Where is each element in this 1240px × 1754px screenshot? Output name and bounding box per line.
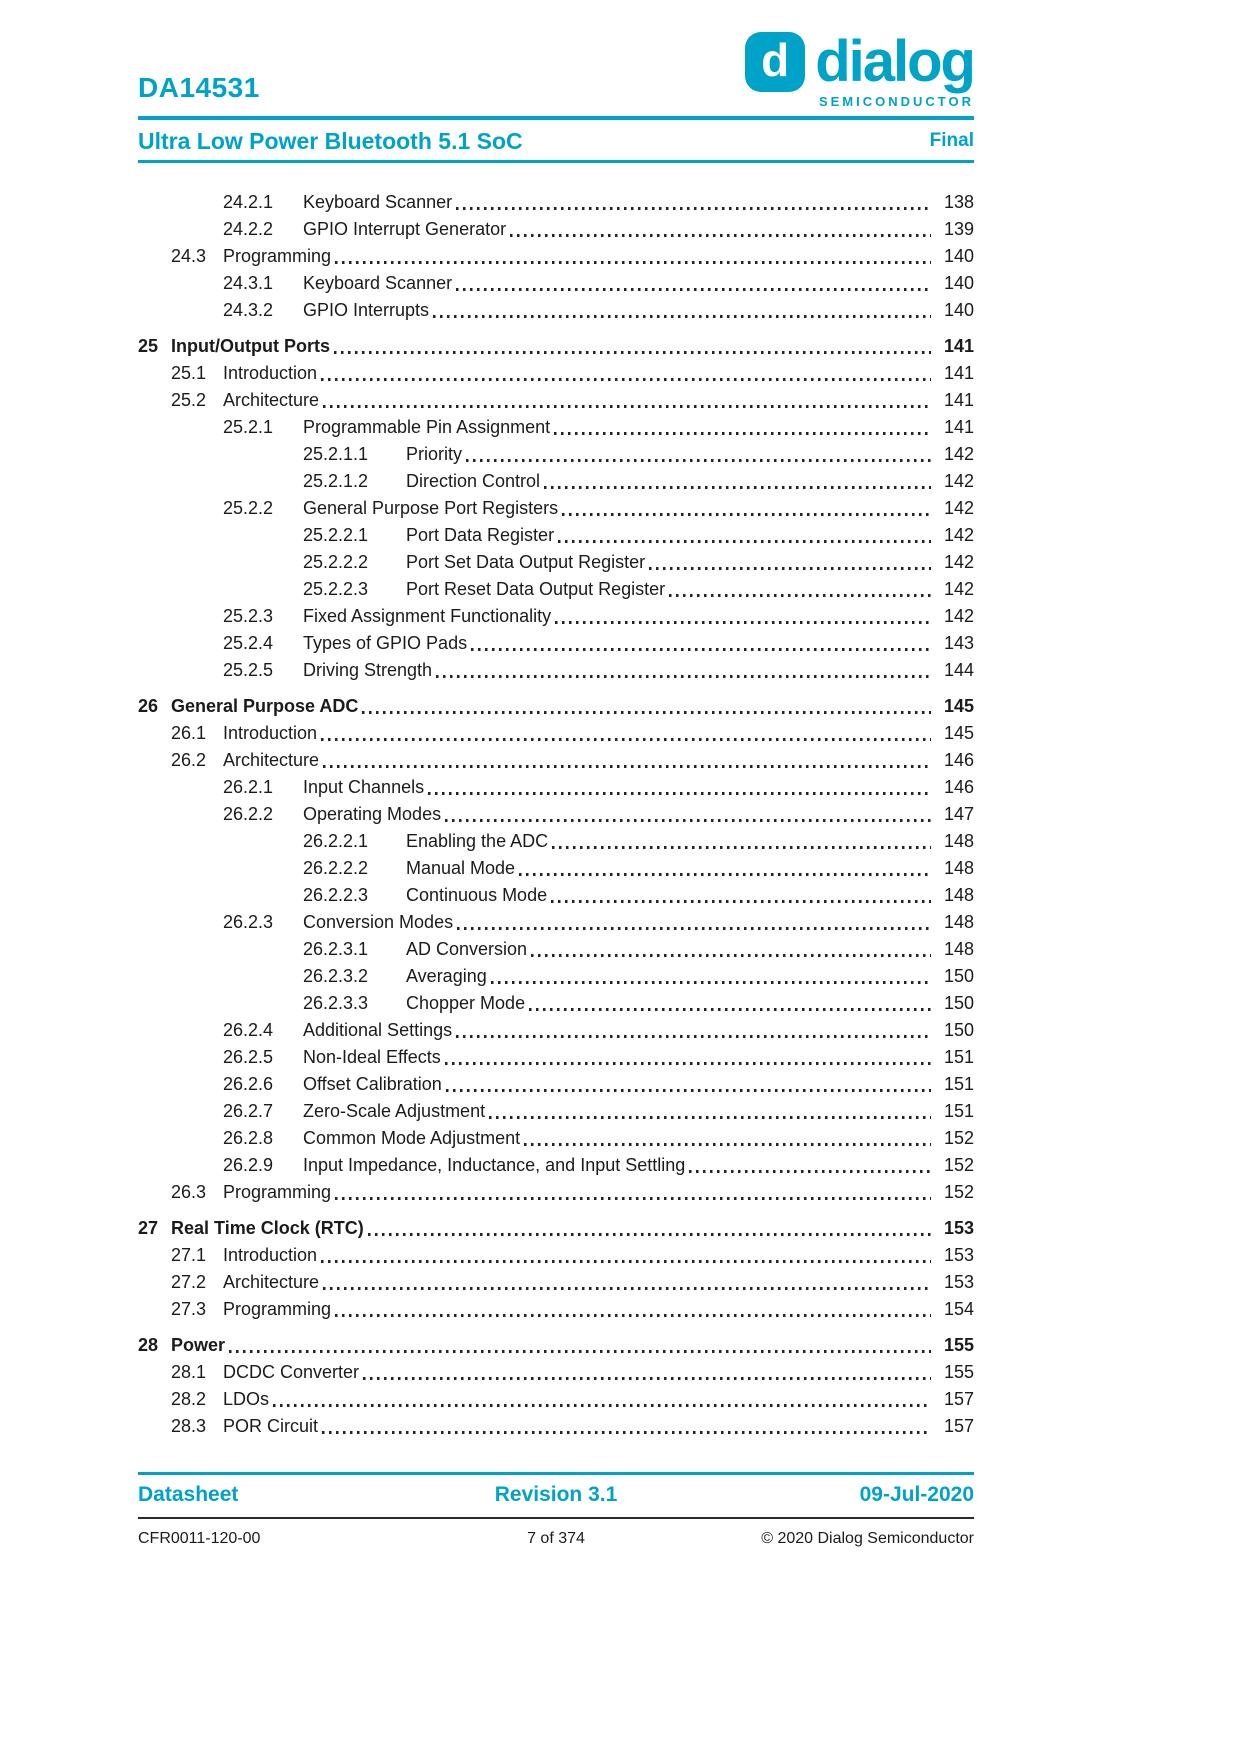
toc-leader-dots — [689, 1170, 931, 1173]
toc-leader-dots — [519, 873, 931, 876]
toc-entry-title: Real Time Clock (RTC) — [171, 1218, 364, 1238]
toc-entry-page: 151 — [943, 1047, 974, 1067]
toc-leader-dots — [562, 513, 931, 516]
toc-entry-page: 157 — [943, 1389, 974, 1409]
toc-leader-dots — [445, 1062, 931, 1065]
toc-entry-title: Additional Settings — [303, 1020, 453, 1040]
toc-entry-number: 26.2.2.3 — [303, 885, 369, 905]
toc-entry-number: 26.2.3.1 — [303, 939, 369, 959]
toc-entry-page: 151 — [943, 1074, 974, 1094]
toc-entry-page: 157 — [943, 1416, 974, 1436]
toc-entry-title: Zero-Scale Adjustment — [303, 1101, 486, 1121]
toc-entry-number: 25.2.2.2 — [303, 552, 369, 572]
toc-entry-number: 25.2.5 — [223, 660, 274, 680]
toc-entry-title: Port Data Register — [406, 525, 555, 545]
toc-leader-dots — [445, 819, 931, 822]
toc-entry-page: 146 — [943, 750, 974, 770]
toc-entry[interactable] — [138, 1358, 974, 1385]
toc-entry-title: Introduction — [223, 363, 318, 383]
toc-entry-number: 25.2.1 — [223, 417, 274, 437]
toc-entry-number: 28.2 — [171, 1389, 207, 1409]
toc-entry[interactable] — [138, 692, 974, 719]
toc-entry[interactable] — [138, 1241, 974, 1268]
footer-copyright: © 2020 Dialog Semiconductor — [761, 1530, 974, 1547]
toc-entry-title: General Purpose Port Registers — [303, 498, 559, 518]
toc-entry[interactable] — [138, 719, 974, 746]
footer-revision: Revision 3.1 — [494, 1483, 618, 1506]
document-status: Final — [929, 130, 974, 151]
toc-entry-number: 26.2.6 — [223, 1074, 274, 1094]
toc-entry-number: 25.2.1.2 — [303, 471, 369, 491]
page-header — [138, 0, 974, 190]
toc-leader-dots — [531, 954, 931, 957]
toc-entry-title: Programming — [223, 246, 332, 266]
toc-entry[interactable] — [138, 989, 974, 1016]
toc-entry[interactable] — [138, 440, 974, 467]
toc-leader-dots — [649, 567, 931, 570]
toc-entry-title: Architecture — [223, 750, 320, 770]
toc-leader-dots — [323, 765, 931, 768]
toc-leader-dots — [321, 378, 931, 381]
toc-entry[interactable] — [138, 773, 974, 800]
toc-leader-dots — [428, 792, 931, 795]
toc-leader-dots — [456, 1035, 931, 1038]
toc-entry-title: Port Set Data Output Register — [406, 552, 646, 572]
toc-entry-title: Programming — [223, 1299, 332, 1319]
toc-entry-page: 148 — [943, 912, 974, 932]
toc-entry-title: Introduction — [223, 723, 318, 743]
toc-entry[interactable] — [138, 827, 974, 854]
toc-entry-page: 155 — [943, 1335, 974, 1355]
toc-entry-title: Driving Strength — [303, 660, 433, 680]
toc-entry-number: 26.2.2.2 — [303, 858, 369, 878]
toc-entry-number: 24.3 — [171, 246, 207, 266]
toc-entry-page: 138 — [943, 192, 974, 212]
toc-entry-number: 26.2.3.2 — [303, 966, 369, 986]
header-divider-top — [138, 116, 974, 120]
toc-entry-page: 154 — [943, 1299, 974, 1319]
toc-leader-dots — [552, 846, 931, 849]
toc-entry-number: 26.2.4 — [223, 1020, 274, 1040]
toc-leader-dots — [456, 288, 931, 291]
toc-entry-page: 155 — [943, 1362, 974, 1382]
toc-entry-number: 26.2.1 — [223, 777, 274, 797]
toc-entry[interactable] — [138, 800, 974, 827]
toc-leader-dots — [363, 1377, 931, 1380]
toc-entry-page: 139 — [943, 219, 974, 239]
toc-leader-dots — [335, 261, 931, 264]
toc-entry[interactable] — [138, 215, 974, 242]
toc-entry[interactable] — [138, 602, 974, 629]
toc-leader-dots — [529, 1008, 931, 1011]
toc-entry-number: 25.2.1.1 — [303, 444, 369, 464]
toc-entry[interactable] — [138, 1043, 974, 1070]
toc-entry-page: 145 — [943, 723, 974, 743]
toc-entry-title: Priority — [406, 444, 463, 464]
toc-entry-number: 26.2.7 — [223, 1101, 274, 1121]
toc-leader-dots — [446, 1089, 931, 1092]
toc-entry[interactable] — [138, 1268, 974, 1295]
toc-entry[interactable] — [138, 1016, 974, 1043]
toc-entry-title: GPIO Interrupt Generator — [303, 219, 507, 239]
document-subtitle: Ultra Low Power Bluetooth 5.1 SoC — [138, 127, 523, 154]
dialog-d-letter: d — [761, 34, 790, 86]
toc-entry-page: 141 — [943, 417, 974, 437]
toc-entry-number: 26.2.9 — [223, 1155, 274, 1175]
page-footer — [138, 1472, 974, 1548]
toc-entry-title: AD Conversion — [406, 939, 528, 959]
toc-entry-number: 26.2.8 — [223, 1128, 274, 1148]
toc-entry[interactable] — [138, 1124, 974, 1151]
toc-entry-page: 142 — [943, 606, 974, 626]
toc-entry-number: 26.2.2.1 — [303, 831, 369, 851]
toc-leader-dots — [323, 405, 931, 408]
toc-entry[interactable] — [138, 1070, 974, 1097]
toc-entry-number: 27 — [138, 1218, 159, 1238]
toc-entry[interactable] — [138, 413, 974, 440]
toc-entry-number: 27.3 — [171, 1299, 207, 1319]
toc-entry-number: 24.3.2 — [223, 300, 274, 320]
logo-subtext: SEMICONDUCTOR — [818, 94, 974, 109]
toc-entry-number: 28 — [138, 1335, 159, 1355]
toc-entry-number: 25.2.4 — [223, 633, 274, 653]
toc-entry[interactable] — [138, 494, 974, 521]
toc-entry-title: POR Circuit — [223, 1416, 319, 1436]
toc-entry-number: 27.1 — [171, 1245, 207, 1265]
toc-entry-title: Keyboard Scanner — [303, 273, 453, 293]
toc-entry-page: 150 — [943, 1020, 974, 1040]
toc-entry-page: 151 — [943, 1101, 974, 1121]
toc-leader-dots — [433, 315, 931, 318]
toc-leader-dots — [489, 1116, 931, 1119]
toc-entry-number: 28.1 — [171, 1362, 207, 1382]
toc-entry-title: Introduction — [223, 1245, 318, 1265]
toc-entry[interactable] — [138, 242, 974, 269]
toc-entry-number: 28.3 — [171, 1416, 207, 1436]
toc-entry-number: 25.2.2.1 — [303, 525, 369, 545]
toc-entry-title: Chopper Mode — [406, 993, 526, 1013]
toc-leader-dots — [491, 981, 931, 984]
footer-date: 09-Jul-2020 — [859, 1483, 974, 1506]
toc-entry[interactable] — [138, 1214, 974, 1241]
footer-doc-number: CFR0011-120-00 — [138, 1530, 261, 1547]
toc-entry-title: Port Reset Data Output Register — [406, 579, 666, 599]
toc-entry[interactable] — [138, 467, 974, 494]
toc-entry-page: 142 — [943, 471, 974, 491]
toc-entry-title: Enabling the ADC — [406, 831, 549, 851]
toc-leader-dots — [335, 1197, 931, 1200]
toc-entry-title: Averaging — [406, 966, 487, 986]
toc-leader-dots — [321, 1260, 931, 1263]
toc-entry-page: 140 — [943, 246, 974, 266]
toc-entry-number: 26.2.3 — [223, 912, 274, 932]
toc-leader-dots — [456, 207, 931, 210]
toc-entry-page: 152 — [943, 1155, 974, 1175]
toc-entry-title: LDOs — [223, 1389, 270, 1409]
toc-entry-title: GPIO Interrupts — [303, 300, 430, 320]
toc-entry-page: 141 — [943, 336, 974, 356]
toc-leader-dots — [471, 648, 931, 651]
footer-doc-type: Datasheet — [138, 1483, 239, 1506]
toc-entry-title: Direction Control — [406, 471, 541, 491]
toc-entry-title: Keyboard Scanner — [303, 192, 453, 212]
toc-entry-number: 26.1 — [171, 723, 207, 743]
toc-entry-number: 25.2.2.3 — [303, 579, 369, 599]
toc-entry[interactable] — [138, 359, 974, 386]
toc-entry[interactable] — [138, 1151, 974, 1178]
header-subtitle-row — [138, 126, 974, 156]
toc-entry-title: General Purpose ADC — [171, 696, 359, 716]
table-of-contents — [138, 188, 974, 1439]
toc-entry[interactable] — [138, 656, 974, 683]
footer-info-row — [138, 1519, 974, 1548]
toc-entry-title: Conversion Modes — [303, 912, 454, 932]
toc-entry-title: DCDC Converter — [223, 1362, 360, 1382]
toc-entry-page: 141 — [943, 390, 974, 410]
toc-entry-number: 26.2.3.3 — [303, 993, 369, 1013]
toc-entry-number: 24.3.1 — [223, 273, 274, 293]
toc-entry[interactable] — [138, 1295, 974, 1322]
toc-entry-number: 25 — [138, 336, 159, 356]
toc-entry-title: Input Impedance, Inductance, and Input Settling — [303, 1155, 686, 1175]
toc-leader-dots — [524, 1143, 931, 1146]
toc-entry-title: Common Mode Adjustment — [303, 1128, 521, 1148]
toc-entry-number: 24.2.1 — [223, 192, 274, 212]
toc-entry-page: 142 — [943, 498, 974, 518]
toc-entry-number: 25.2.2 — [223, 498, 274, 518]
toc-entry-page: 148 — [943, 939, 974, 959]
toc-entry[interactable] — [138, 1385, 974, 1412]
toc-entry-title: Input/Output Ports — [171, 336, 330, 356]
toc-leader-dots — [551, 900, 931, 903]
toc-entry-title: Power — [171, 1335, 226, 1355]
toc-entry[interactable] — [138, 575, 974, 602]
footer-page-info: 7 of 374 — [527, 1530, 585, 1547]
toc-entry-page: 143 — [943, 633, 974, 653]
toc-entry-page: 150 — [943, 993, 974, 1013]
toc-entry[interactable] — [138, 962, 974, 989]
toc-entry-page: 145 — [943, 696, 974, 716]
toc-entry-page: 142 — [943, 579, 974, 599]
toc-entry-number: 27.2 — [171, 1272, 207, 1292]
document-id: DA14531 — [138, 72, 260, 103]
toc-entry-title: Non-Ideal Effects — [303, 1047, 441, 1067]
toc-leader-dots — [229, 1350, 931, 1353]
toc-entry-title: Fixed Assignment Functionality — [303, 606, 552, 626]
toc-entry-title: Manual Mode — [406, 858, 516, 878]
toc-entry[interactable] — [138, 1412, 974, 1439]
toc-entry-number: 25.2 — [171, 390, 207, 410]
toc-entry[interactable] — [138, 386, 974, 413]
toc-entry-title: Architecture — [223, 1272, 320, 1292]
toc-entry-title: Offset Calibration — [303, 1074, 442, 1094]
toc-leader-dots — [554, 432, 931, 435]
toc-entry-page: 152 — [943, 1128, 974, 1148]
toc-entry[interactable] — [138, 332, 974, 359]
toc-entry[interactable] — [138, 269, 974, 296]
toc-entry[interactable] — [138, 296, 974, 323]
toc-entry[interactable] — [138, 1097, 974, 1124]
toc-entry[interactable] — [138, 854, 974, 881]
toc-entry-number: 26.2 — [171, 750, 207, 770]
logo-wordmark: dialog — [815, 29, 974, 94]
toc-entry-title: Operating Modes — [303, 804, 442, 824]
toc-entry[interactable] — [138, 881, 974, 908]
toc-entry-page: 142 — [943, 525, 974, 545]
toc-entry-title: Architecture — [223, 390, 320, 410]
toc-leader-dots — [323, 1287, 931, 1290]
toc-entry-number: 26 — [138, 696, 159, 716]
toc-entry[interactable] — [138, 629, 974, 656]
toc-entry-title: Types of GPIO Pads — [303, 633, 468, 653]
toc-entry-number: 25.1 — [171, 363, 207, 383]
toc-entry-page: 141 — [943, 363, 974, 383]
toc-leader-dots — [362, 711, 931, 714]
toc-entry-number: 26.3 — [171, 1182, 207, 1202]
toc-entry-page: 153 — [943, 1245, 974, 1265]
toc-entry-page: 150 — [943, 966, 974, 986]
toc-entry-number: 24.2.2 — [223, 219, 274, 239]
toc-leader-dots — [669, 594, 931, 597]
toc-entry[interactable] — [138, 521, 974, 548]
toc-entry-page: 148 — [943, 831, 974, 851]
toc-leader-dots — [273, 1404, 931, 1407]
toc-entry-page: 153 — [943, 1218, 974, 1238]
toc-entry-page: 152 — [943, 1182, 974, 1202]
toc-entry-number: 26.2.5 — [223, 1047, 274, 1067]
toc-leader-dots — [368, 1233, 931, 1236]
toc-entry-number: 26.2.2 — [223, 804, 274, 824]
toc-entry[interactable] — [138, 188, 974, 215]
toc-leader-dots — [436, 675, 931, 678]
toc-entry-page: 142 — [943, 552, 974, 572]
toc-entry-page: 140 — [943, 273, 974, 293]
toc-entry-title: Continuous Mode — [406, 885, 548, 905]
toc-entry-page: 140 — [943, 300, 974, 320]
dialog-semiconductor-logo — [745, 29, 974, 109]
toc-leader-dots — [555, 621, 931, 624]
toc-entry[interactable] — [138, 935, 974, 962]
toc-entry-title: Input Channels — [303, 777, 425, 797]
toc-entry-title: Programming — [223, 1182, 332, 1202]
toc-entry[interactable] — [138, 1178, 974, 1205]
toc-leader-dots — [544, 486, 931, 489]
toc-entry[interactable] — [138, 746, 974, 773]
toc-leader-dots — [466, 459, 931, 462]
toc-leader-dots — [334, 351, 931, 354]
footer-revision-row — [138, 1475, 974, 1517]
header-divider-bottom — [138, 160, 974, 163]
toc-entry-title: Programmable Pin Assignment — [303, 417, 551, 437]
toc-entry-page: 144 — [943, 660, 974, 680]
toc-entry-page: 153 — [943, 1272, 974, 1292]
toc-entry-number: 25.2.3 — [223, 606, 274, 626]
toc-leader-dots — [510, 234, 931, 237]
toc-leader-dots — [321, 738, 931, 741]
toc-entry-page: 147 — [943, 804, 974, 824]
toc-entry-page: 146 — [943, 777, 974, 797]
toc-leader-dots — [558, 540, 931, 543]
toc-leader-dots — [457, 927, 931, 930]
toc-entry-page: 148 — [943, 885, 974, 905]
toc-entry[interactable] — [138, 908, 974, 935]
toc-entry-page: 142 — [943, 444, 974, 464]
dialog-d-icon — [745, 32, 805, 92]
toc-entry[interactable] — [138, 548, 974, 575]
toc-entry[interactable] — [138, 1331, 974, 1358]
toc-leader-dots — [322, 1431, 931, 1434]
toc-entry-page: 148 — [943, 858, 974, 878]
toc-leader-dots — [335, 1314, 931, 1317]
